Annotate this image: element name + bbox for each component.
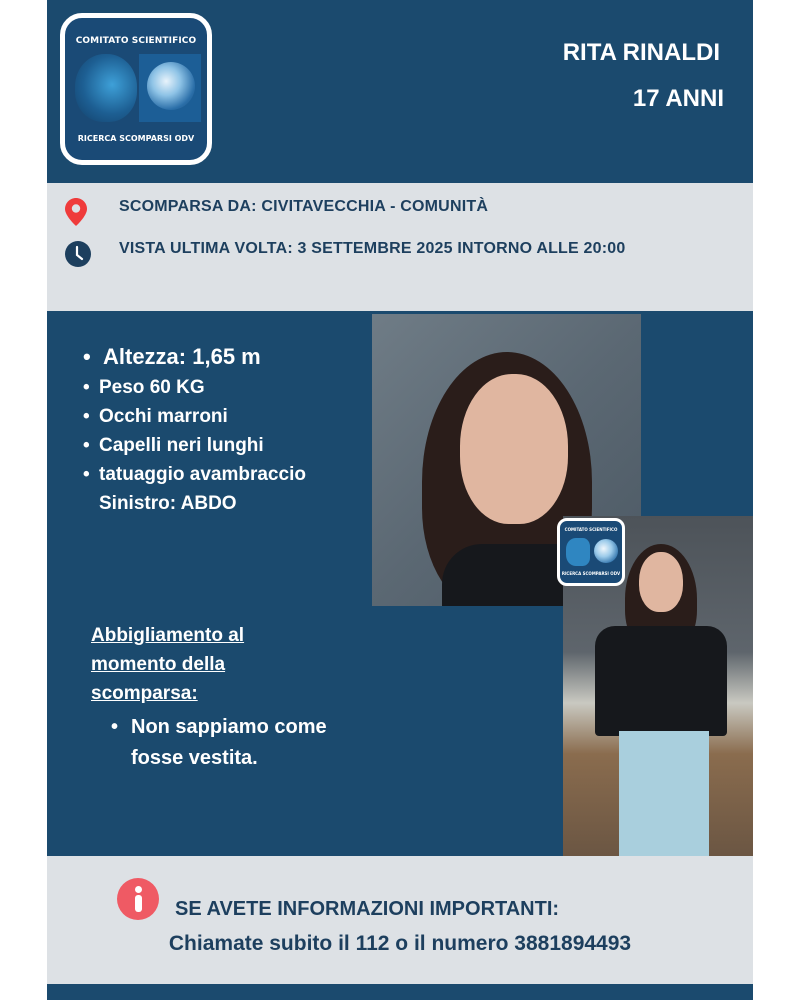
globe-icon xyxy=(147,62,195,110)
photo-watermark-logo xyxy=(557,518,625,586)
clothing-list xyxy=(91,712,371,774)
contact-section xyxy=(47,856,753,984)
clothing-title: Abbigliamento al momento della scomparsa: xyxy=(91,625,245,704)
attribute-hair: • Capelli neri lunghi xyxy=(83,431,359,460)
digital-face-icon xyxy=(75,54,137,122)
last-seen-text: VISTA ULTIMA VOLTA: 3 SETTEMBRE 2025 INTORNO ALLE 20:00 xyxy=(119,240,626,257)
watermark-bottom-text: RICERCA SCOMPARSI ODV xyxy=(561,571,621,576)
logo-top-text: COMITATO SCIENTIFICO xyxy=(75,36,197,46)
missing-person-poster xyxy=(47,0,753,1000)
photo-face xyxy=(460,374,568,524)
clothing-item: • Non sappiamo come fosse vestita. xyxy=(91,712,371,774)
bottom-bar xyxy=(47,984,753,1000)
info-icon xyxy=(117,878,159,920)
physical-details-section xyxy=(47,311,753,856)
contact-heading: SE AVETE INFORMAZIONI IMPORTANTI: xyxy=(175,898,560,920)
person-name-block xyxy=(562,30,724,122)
attribute-eyes: • Occhi marroni xyxy=(83,402,359,431)
logo-bottom-text: RICERCA SCOMPARSI ODV xyxy=(77,134,195,143)
photo2-jeans xyxy=(619,731,709,856)
watermark-face-icon xyxy=(566,538,590,566)
physical-attributes-list xyxy=(83,341,359,518)
poster-header xyxy=(47,0,753,183)
organization-logo xyxy=(60,13,212,165)
watermark-globe-icon xyxy=(594,539,618,563)
map-pin-icon xyxy=(65,198,87,226)
person-age: 17 ANNI xyxy=(632,85,724,112)
attribute-weight: • Peso 60 KG xyxy=(83,373,359,402)
photo2-face xyxy=(639,552,683,612)
person-name: RITA RINALDI xyxy=(562,39,720,66)
clothing-section xyxy=(91,621,371,774)
photo2-shirt xyxy=(595,626,727,736)
missing-from-text: SCOMPARSA DA: CIVITAVECCHIA - COMUNITÀ xyxy=(119,198,489,215)
watermark-top-text: COMITATO SCIENTIFICO xyxy=(564,527,618,532)
disappearance-info xyxy=(47,183,753,311)
contact-phone-text: Chiamate subito il 112 o il numero 3881894493 xyxy=(168,932,632,955)
attribute-height: • Altezza: 1,65 m xyxy=(83,341,359,373)
clock-icon xyxy=(65,241,91,267)
attribute-tattoo: • tatuaggio avambraccio Sinistro: ABDO xyxy=(83,460,359,518)
